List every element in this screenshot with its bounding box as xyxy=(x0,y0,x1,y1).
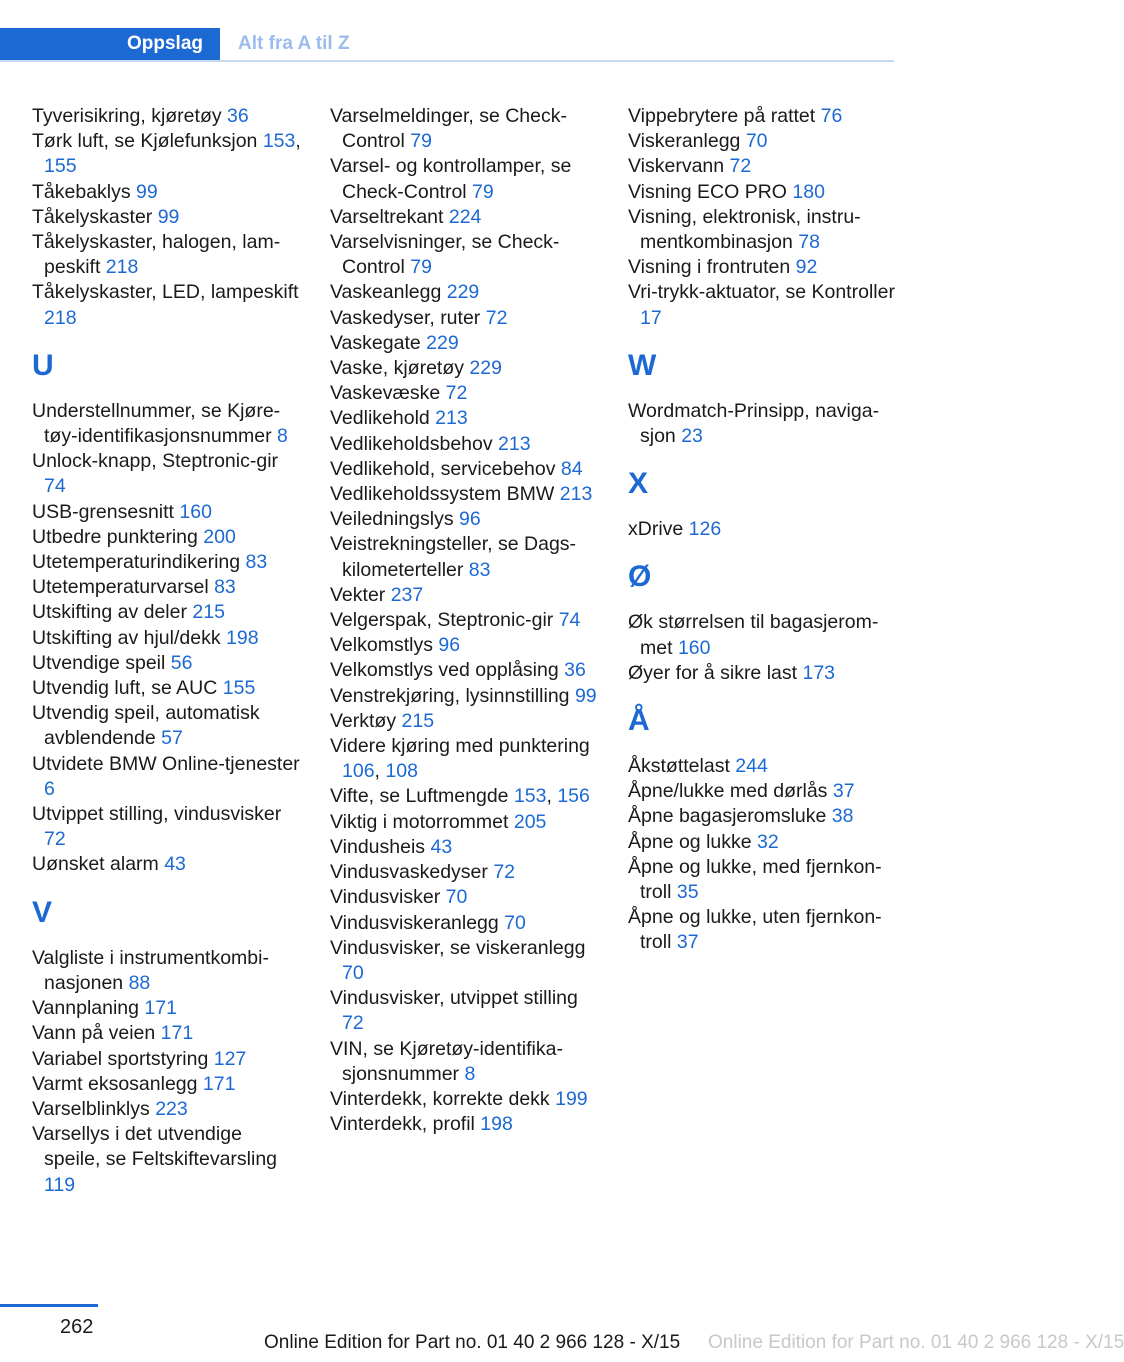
index-term: Vinterdekk, profil xyxy=(330,1113,481,1136)
index-entry xyxy=(32,651,302,676)
page-reference-link[interactable]: 160 xyxy=(677,636,711,659)
page-reference-link[interactable]: 56 xyxy=(170,651,193,674)
page-reference-link[interactable]: 70 xyxy=(445,886,468,909)
page-reference-link[interactable]: 153 xyxy=(262,130,296,153)
index-entry xyxy=(32,550,302,575)
index-entry xyxy=(330,633,600,658)
index-entry xyxy=(628,205,898,255)
index-term: Venstrekjøring, lysinnstilling xyxy=(330,684,575,707)
page-reference-link[interactable]: 38 xyxy=(831,805,854,828)
page-reference-link[interactable]: 36 xyxy=(227,105,249,127)
index-term: Åpne og lukke xyxy=(628,830,758,853)
index-entry xyxy=(330,331,600,356)
index-term: Viktig i motorrommet xyxy=(330,810,514,833)
page-reference-link[interactable]: 200 xyxy=(203,525,236,548)
index-entry xyxy=(32,525,302,550)
index-entry xyxy=(32,104,302,129)
index-term: Vekter xyxy=(330,583,391,606)
page-header xyxy=(0,0,960,62)
page-reference-link[interactable]: 213 xyxy=(559,483,593,506)
index-entry xyxy=(628,804,898,829)
index-entry xyxy=(32,1021,302,1046)
index-entry xyxy=(330,230,600,280)
page-reference-link[interactable]: 43 xyxy=(430,835,453,858)
index-term: Unlock-knapp, Steptronic-gir xyxy=(32,450,279,473)
page-reference-link[interactable]: 198 xyxy=(480,1113,513,1136)
page-reference-link[interactable]: 72 xyxy=(493,861,516,884)
index-term: Videre kjøring med punktering xyxy=(330,735,590,758)
index-term: Øk størrelsen til bagasjerommet xyxy=(628,611,879,659)
index-entry xyxy=(628,180,898,205)
header-accent-block xyxy=(0,28,110,60)
index-term: Velgerspak, Steptronic-gir xyxy=(330,609,559,632)
page-reference-link[interactable]: 215 xyxy=(192,601,225,624)
page-reference-link[interactable]: 79 xyxy=(410,256,432,279)
index-entry xyxy=(330,860,600,885)
index-term: Varselmeldinger, se Check-Control xyxy=(330,105,567,153)
index-term: Utvendige speil xyxy=(32,651,171,674)
index-entry xyxy=(330,658,600,683)
page-reference-link[interactable]: 173 xyxy=(802,661,836,684)
index-term: Vedlikehold, servicebehov xyxy=(330,457,561,480)
page-reference-link[interactable]: 99 xyxy=(157,205,180,228)
page-ref-separator: , xyxy=(546,785,558,808)
index-term: Varselblinklys xyxy=(32,1097,156,1120)
index-term: Varselvisninger, se Check-Control xyxy=(330,231,560,279)
index-column-1 xyxy=(32,104,302,1198)
index-entry xyxy=(32,1097,302,1122)
index-term: Åpne bagasjeromsluke xyxy=(628,805,832,828)
index-term: Vindusvisker xyxy=(330,886,446,909)
index-entry xyxy=(628,104,898,129)
page-reference-link[interactable]: 198 xyxy=(226,626,259,649)
page-reference-link[interactable]: 205 xyxy=(513,810,547,833)
index-entry xyxy=(32,752,302,802)
page-reference-link[interactable]: 199 xyxy=(555,1087,588,1110)
index-term: Varsellys i det utvendige speile, se Feltskiftevarsling xyxy=(32,1123,278,1171)
page-reference-link[interactable]: 78 xyxy=(798,231,820,254)
page-reference-link[interactable]: 8 xyxy=(277,425,288,448)
index-term: Åpne/lukke med dørlås xyxy=(628,780,833,803)
index-term: USB-grensesnitt xyxy=(32,500,180,523)
index-term: Vaskegate xyxy=(330,331,427,354)
index-column-3 xyxy=(628,104,898,956)
index-entry xyxy=(628,754,898,779)
index-column-2 xyxy=(330,104,600,1137)
page-reference-link[interactable]: 229 xyxy=(469,357,502,380)
page-reference-link[interactable]: 79 xyxy=(410,130,432,153)
page-reference-link[interactable]: 171 xyxy=(144,997,177,1020)
page-reference-link[interactable]: 6 xyxy=(44,777,55,800)
page-reference-link[interactable]: 35 xyxy=(676,881,699,904)
page-reference-link[interactable]: 213 xyxy=(435,407,468,430)
index-entry xyxy=(330,532,600,582)
watermark: Online Edition for Part no. 01 40 2 966 128 - X/15 xyxy=(708,1332,1124,1353)
index-term: Vinterdekk, korrekte dekk xyxy=(330,1087,556,1110)
section-letter: Ø xyxy=(628,560,652,594)
index-entry xyxy=(330,936,600,986)
page-reference-link[interactable]: 126 xyxy=(688,518,722,541)
index-entry xyxy=(330,734,600,784)
index-entry xyxy=(32,852,302,877)
page-reference-link[interactable]: 218 xyxy=(44,306,77,329)
page-number-rule xyxy=(0,1304,98,1307)
page-reference-link[interactable]: 72 xyxy=(342,1012,364,1035)
index-entry xyxy=(628,517,898,542)
index-entry xyxy=(330,154,600,204)
index-term: Vaskevæske xyxy=(330,382,446,405)
page-reference-link[interactable]: 155 xyxy=(222,677,256,700)
page-reference-link[interactable]: 17 xyxy=(640,306,662,329)
index-entry xyxy=(628,779,898,804)
page-reference-link[interactable]: 96 xyxy=(438,634,461,657)
index-entry xyxy=(32,676,302,701)
page-reference-link[interactable]: 96 xyxy=(459,508,481,531)
page-reference-link[interactable]: 99 xyxy=(136,180,158,203)
index-entry xyxy=(32,1072,302,1097)
index-entry xyxy=(330,986,600,1036)
index-entry xyxy=(628,255,898,280)
section-letter: V xyxy=(32,895,53,929)
page-reference-link[interactable]: 32 xyxy=(757,830,779,853)
page-reference-link[interactable]: 72 xyxy=(729,155,752,178)
page-reference-link[interactable]: 229 xyxy=(426,331,459,354)
index-entry xyxy=(32,1122,302,1198)
index-entry xyxy=(32,946,302,996)
index-entry xyxy=(628,610,898,660)
page-reference-link[interactable]: 83 xyxy=(245,551,268,574)
index-term: Visning i frontruten xyxy=(628,256,796,279)
index-term: Øyer for å sikre last xyxy=(628,661,803,684)
page-reference-link[interactable]: 119 xyxy=(44,1173,76,1196)
tab-alt-fra-a-til-z[interactable]: Alt fra A til Z xyxy=(238,33,350,54)
page-reference-link[interactable]: 84 xyxy=(560,457,583,480)
index-entry xyxy=(32,626,302,651)
index-term: Tåkelyskaster, LED, lampeskift xyxy=(32,281,299,304)
page-reference-link[interactable]: 215 xyxy=(401,709,435,732)
index-term: Utvendig speil, automatisk avblendende xyxy=(32,702,260,750)
section-letter: W xyxy=(628,348,657,382)
page-reference-link[interactable]: 180 xyxy=(792,180,825,203)
index-term: Vindusheis xyxy=(330,835,431,858)
index-term: xDrive xyxy=(628,518,689,541)
page-reference-link[interactable]: 223 xyxy=(155,1097,188,1120)
index-term: Tåkelyskaster xyxy=(32,205,158,228)
page-ref-separator: , xyxy=(374,760,386,783)
page-reference-link[interactable]: 106 xyxy=(342,760,375,783)
page-reference-link[interactable]: 229 xyxy=(446,281,480,304)
page-reference-link[interactable]: 88 xyxy=(128,971,151,994)
index-entry xyxy=(330,810,600,835)
page-reference-link[interactable]: 127 xyxy=(213,1047,247,1070)
index-term: Åpne og lukke, med fjernkontroll xyxy=(628,855,882,904)
index-entry xyxy=(330,482,600,507)
index-entry xyxy=(330,432,600,457)
page-reference-link[interactable]: 37 xyxy=(676,931,699,954)
index-term: Vann på veien xyxy=(32,1022,161,1045)
page-reference-link[interactable]: 171 xyxy=(202,1072,236,1095)
index-term: Varsel- og kontrollamper, se Check-Control xyxy=(330,155,572,203)
page-reference-link[interactable]: 70 xyxy=(504,911,526,934)
index-term: Vannplaning xyxy=(32,997,145,1020)
index-entry xyxy=(330,507,600,532)
index-term: Veiledningslys xyxy=(330,508,459,531)
index-term: Viskeranlegg xyxy=(628,130,746,153)
page-reference-link[interactable]: 8 xyxy=(464,1062,476,1085)
page-reference-link[interactable]: 76 xyxy=(820,105,843,127)
page-reference-link[interactable]: 79 xyxy=(472,180,494,203)
index-term: Vifte, se Luftmengde xyxy=(330,785,514,808)
page-reference-link[interactable]: 99 xyxy=(574,684,597,707)
page-reference-link[interactable]: 43 xyxy=(164,853,186,876)
index-entry xyxy=(32,1047,302,1072)
index-entry xyxy=(628,280,898,330)
index-term: Åpne og lukke, uten fjernkontroll xyxy=(628,906,882,954)
index-entry xyxy=(330,911,600,936)
index-entry xyxy=(628,129,898,154)
index-entry xyxy=(330,885,600,910)
index-entry xyxy=(330,1037,600,1087)
index-term: Utetemperaturvarsel xyxy=(32,576,215,599)
index-term: Viskervann xyxy=(628,155,730,178)
page-reference-link[interactable]: 213 xyxy=(498,432,531,455)
index-entry xyxy=(330,205,600,230)
index-entry xyxy=(32,996,302,1021)
page-reference-link[interactable]: 72 xyxy=(485,306,508,329)
index-entry xyxy=(330,104,600,154)
index-term: Vindusvaskedyser xyxy=(330,861,494,884)
index-entry xyxy=(330,381,600,406)
index-term: Utskifting av hjul/dekk xyxy=(32,626,227,649)
page-reference-link[interactable]: 160 xyxy=(179,500,212,523)
edition-footer: Online Edition for Part no. 01 40 2 966 128 - X/15 xyxy=(264,1332,681,1353)
page-reference-link[interactable]: 23 xyxy=(681,425,703,448)
index-term: Utvippet stilling, vindusvisker xyxy=(32,803,282,826)
index-term: Utvidete BMW Online-tjenester xyxy=(32,752,300,775)
page-reference-link[interactable]: 70 xyxy=(745,130,768,153)
page-reference-link[interactable]: 155 xyxy=(44,155,77,178)
index-entry xyxy=(330,457,600,482)
index-entry xyxy=(32,802,302,852)
header-tab-bar xyxy=(0,28,368,60)
index-entry xyxy=(32,230,302,280)
index-term: Vedlikehold xyxy=(330,407,436,430)
index-entry xyxy=(330,1087,600,1112)
index-term: Velkomstlys xyxy=(330,634,439,657)
header-divider xyxy=(0,60,894,62)
index-entry xyxy=(330,306,600,331)
index-term: Tørk luft, se Kjølefunksjon xyxy=(32,130,263,153)
index-entry xyxy=(330,406,600,431)
index-entry xyxy=(32,600,302,625)
page-number: 262 xyxy=(60,1316,94,1338)
page-reference-link[interactable]: 237 xyxy=(390,583,424,606)
index-term: Utskifting av deler xyxy=(32,601,193,624)
index-entry xyxy=(32,449,302,499)
index-entry xyxy=(628,399,898,449)
index-term: Vippebrytere på rattet xyxy=(628,105,821,127)
page-reference-link[interactable]: 37 xyxy=(832,780,855,803)
page-reference-link[interactable]: 92 xyxy=(795,256,818,279)
page-reference-link[interactable]: 57 xyxy=(161,727,183,750)
index-entry xyxy=(32,399,302,449)
index-entry xyxy=(32,500,302,525)
page-reference-link[interactable]: 153 xyxy=(513,785,547,808)
index-term: Vedlikeholdssystem BMW xyxy=(330,483,560,506)
index-term: Utbedre punktering xyxy=(32,525,204,548)
index-entry xyxy=(628,661,898,686)
index-term: Variabel sportstyring xyxy=(32,1047,214,1070)
index-term: Understellnummer, se Kjøretøy-identifikasjonsnummer xyxy=(32,399,281,448)
index-term: Vindusvisker, utvippet stilling xyxy=(330,987,578,1010)
page-reference-link[interactable]: 108 xyxy=(385,760,418,783)
page-reference-link[interactable]: 70 xyxy=(342,961,364,984)
page-reference-link[interactable]: 83 xyxy=(468,558,491,581)
index-term: Utvendig luft, se AUC xyxy=(32,677,223,700)
index-entry xyxy=(32,129,302,179)
tab-oppslag[interactable]: Oppslag xyxy=(110,28,220,60)
section-letter: X xyxy=(628,467,649,501)
index-term: Verktøy xyxy=(330,709,402,732)
page-reference-link[interactable]: 156 xyxy=(557,785,590,808)
index-entry xyxy=(330,608,600,633)
page-reference-link[interactable]: 171 xyxy=(160,1022,194,1045)
index-term: Varmt eksosanlegg xyxy=(32,1072,203,1095)
index-entry xyxy=(32,575,302,600)
index-entry xyxy=(330,583,600,608)
section-letter: Å xyxy=(628,704,650,738)
index-term: Valgliste i instrumentkombinasjonen xyxy=(32,946,269,994)
page-reference-link[interactable]: 244 xyxy=(735,755,768,778)
index-term: Vaske, kjøretøy xyxy=(330,357,470,380)
index-entry xyxy=(330,280,600,305)
index-term: Tåkelyskaster, halogen, lampeskift xyxy=(32,231,281,279)
index-entry xyxy=(330,784,600,809)
page-reference-link[interactable]: 224 xyxy=(448,205,482,228)
page-reference-link[interactable]: 36 xyxy=(564,659,586,682)
index-term: Utetemperaturindikering xyxy=(32,551,246,574)
index-term: Vaskedyser, ruter xyxy=(330,306,486,329)
index-entry xyxy=(628,154,898,179)
index-term: Uønsket alarm xyxy=(32,853,165,876)
index-term: Visning, elektronisk, instrumentkombinasjon xyxy=(628,205,861,254)
index-term: Vri-trykk-aktuator, se Kontroller xyxy=(628,281,895,304)
index-term: Vaskeanlegg xyxy=(330,281,447,304)
page-reference-link[interactable]: 83 xyxy=(214,576,236,599)
index-term: Vedlikeholdsbehov xyxy=(330,432,499,455)
index-entry xyxy=(330,356,600,381)
index-entry xyxy=(330,1112,600,1137)
index-entry xyxy=(628,855,898,905)
page-reference-link[interactable]: 74 xyxy=(558,609,581,632)
index-entry xyxy=(32,701,302,751)
index-term: Tåkebaklys xyxy=(32,180,137,203)
index-entry xyxy=(330,835,600,860)
index-term: Visning ECO PRO xyxy=(628,180,793,203)
index-term: Veistrekningsteller, se Dagskilometerteller xyxy=(330,533,577,581)
page-reference-link[interactable]: 74 xyxy=(44,475,66,498)
index-entry xyxy=(32,280,302,330)
index-term: Vindusviskeranlegg xyxy=(330,911,505,934)
page-reference-link[interactable]: 72 xyxy=(44,828,66,851)
index-term: Velkomstlys ved opplåsing xyxy=(330,659,565,682)
index-term: Vindusvisker, se viskeranlegg xyxy=(330,936,586,959)
index-term: VIN, se Kjøretøy-identifikasjonsnummer xyxy=(330,1037,563,1085)
index-entry xyxy=(330,709,600,734)
section-letter: U xyxy=(32,348,54,382)
index-term: Åkstøttelast xyxy=(628,755,736,778)
index-term: Varseltrekant xyxy=(330,205,449,228)
page-ref-separator: , xyxy=(295,130,301,153)
index-entry xyxy=(330,684,600,709)
page-reference-link[interactable]: 72 xyxy=(445,382,468,405)
index-term: Tyverisikring, kjøretøy xyxy=(32,105,228,127)
page-reference-link[interactable]: 218 xyxy=(105,256,139,279)
index-entry xyxy=(32,205,302,230)
index-entry xyxy=(628,905,898,955)
index-term: Wordmatch-Prinsipp, navigasjon xyxy=(628,399,880,448)
index-entry xyxy=(628,830,898,855)
index-entry xyxy=(32,180,302,205)
